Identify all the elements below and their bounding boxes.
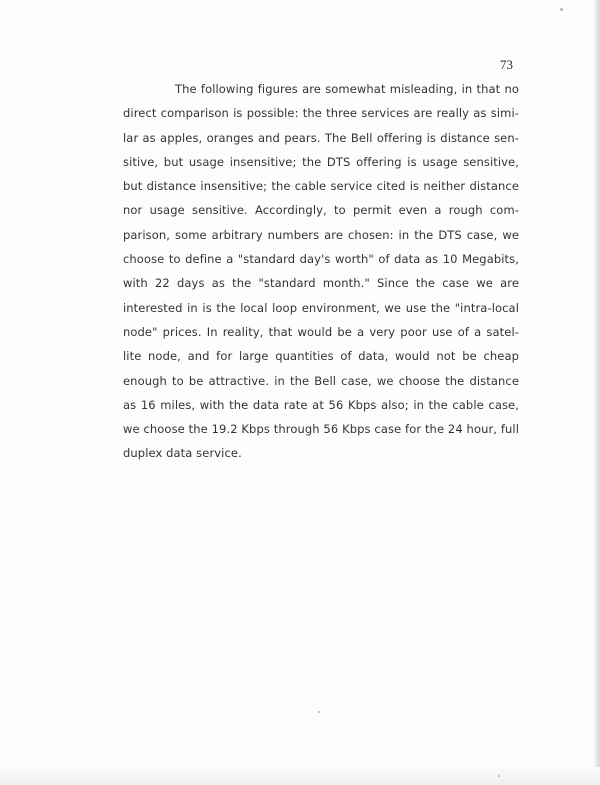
paragraph-line: interested in is the local loop environment, we use the "intra-local [123, 300, 519, 315]
paragraph-line: with 22 days as the "standard month." Since the case we are [123, 276, 519, 291]
page-number: 73 [500, 57, 513, 72]
page-edge-shadow [594, 0, 600, 785]
paragraph-line: node" prices. In reality, that would be a very poor use of a satel- [123, 324, 519, 339]
paragraph-line: direct comparison is possible: the three services are really as simi- [123, 106, 519, 121]
paragraph-line: as 16 miles, with the data rate at 56 Kbps also; in the cable case, [123, 397, 519, 412]
paragraph-line: we choose the 19.2 Kbps through 56 Kbps case for the 24 hour, full [123, 422, 519, 437]
paragraph-line: enough to be attractive. in the Bell case, we choose the distance [123, 373, 519, 388]
scan-speck [318, 711, 320, 713]
paragraph-line: choose to define a "standard day's worth" of data as 10 Megabits, [123, 252, 519, 267]
paragraph-line: The following figures are somewhat misleading, in that no [175, 82, 519, 96]
body-paragraph [123, 77, 519, 466]
paragraph-line: duplex data service. [123, 446, 242, 461]
paragraph-line: parison, some arbitrary numbers are chosen: in the DTS case, we [123, 227, 519, 242]
scan-speck [560, 8, 563, 11]
page-bottom-margin [0, 767, 600, 785]
paragraph-line: nor usage sensitive. Accordingly, to permit even a rough com- [123, 203, 519, 218]
paragraph-line: but distance insensitive; the cable service cited is neither distance [123, 179, 519, 194]
scan-speck [498, 775, 500, 777]
paragraph-line: sitive, but usage insensitive; the DTS offering is usage sensitive, [123, 154, 519, 169]
paragraph-line: lar as apples, oranges and pears. The Bell offering is distance sen- [123, 130, 519, 145]
paragraph-line: lite node, and for large quantities of data, would not be cheap [123, 349, 519, 364]
